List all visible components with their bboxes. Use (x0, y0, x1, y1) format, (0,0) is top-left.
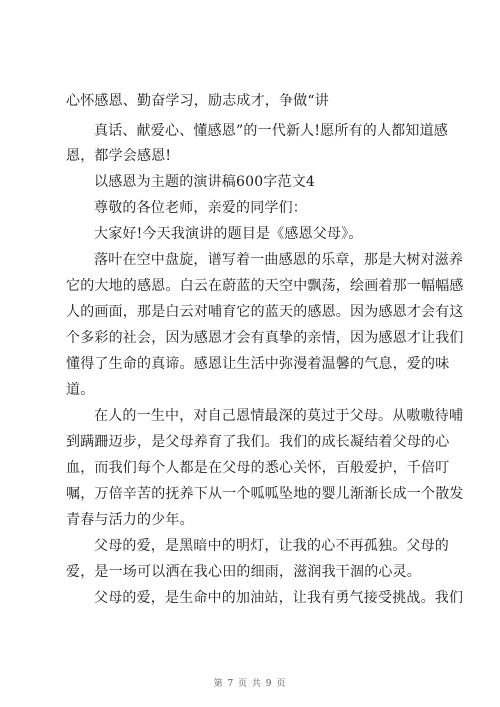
text-line: 血，而我们每个人都是在父母的悉心关怀，百般爱护，千倍叮 (66, 460, 450, 476)
text-line: 落叶在空中盘旋，谱写着一曲感恩的乐章，那是大树对滋养 (94, 252, 464, 268)
text-line: 懂得了生命的真谛。感恩让生活中弥漫着温馨的气息，爱的味 (66, 356, 450, 372)
text-line: 真话、献爱心、懂感恩”的一代新人!愿所有的人都知道感 (94, 123, 448, 139)
text-line: 父母的爱，是黑暗中的明灯，让我的心不再孤独。父母的 (94, 538, 449, 554)
salutation: 尊敬的各位老师，亲爱的同学们： (94, 200, 307, 216)
text-line: 嘱，万倍辛苦的抚养下从一个呱呱坠地的婴儿渐渐长成一个散发 (66, 486, 464, 502)
page-number: 第 7 页 共 9 页 (213, 679, 287, 689)
text-line: 青春与活力的少年。 (66, 512, 194, 528)
text-line: 大家好!今天我演讲的题目是《感恩父母》。 (94, 226, 363, 242)
text-line: 它的大地的感恩。白云在蔚蓝的天空中飘荡，绘画着那一幅幅感 (66, 278, 464, 294)
text-line: 到蹒跚迈步，是父母养育了我们。我们的成长凝结着父母的心 (66, 434, 450, 450)
text-line: 心怀感恩、勤奋学习，励志成才，争做“讲 (66, 93, 329, 109)
text-line: 道。 (66, 382, 95, 398)
text-line: 个多彩的社会，因为感恩才会有真挚的亲情，因为感恩才让我们 (66, 330, 464, 346)
text-line: 人的画面，那是白云对哺育它的蓝天的感恩。因为感恩才会有这 (66, 304, 464, 320)
text-line: 恩，都学会感恩! (66, 148, 172, 164)
document-heading: 以感恩为主题的演讲稿600字范文4 (94, 174, 316, 190)
text-line: 父母的爱，是生命中的加油站，让我有勇气接受挑战。我们 (94, 590, 464, 606)
text-line: 在人的一生中，对自己恩情最深的莫过于父母。从嗷嗷待哺 (94, 408, 464, 424)
text-line: 爱，是一场可以洒在我心田的细雨，滋润我干涸的心灵。 (66, 564, 421, 580)
